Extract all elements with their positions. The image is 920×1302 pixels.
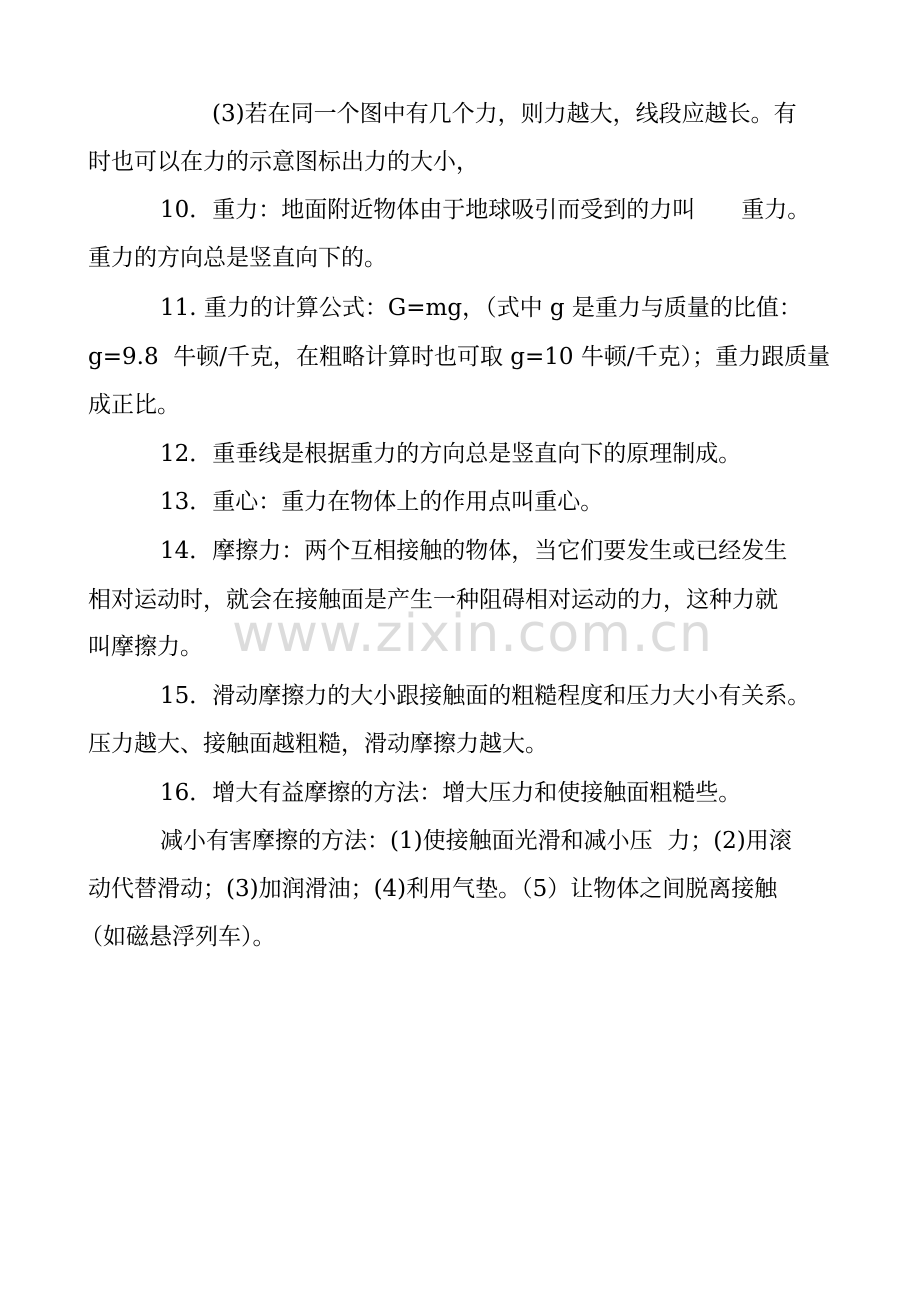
text-line: 重力的方向总是竖直向下的。 (88, 245, 387, 271)
text-line: 减小有害摩擦的方法：(1)使接触面光滑和减小压 力；(2)用滚 (160, 828, 792, 854)
text-line: g=9.8 牛顿/千克，在粗略计算时也可取 g=10 牛顿/千克）；重力跟质量 (88, 344, 831, 370)
text-line: (3)若在同一个图中有几个力，则力越大，线段应越长。有 (212, 101, 797, 127)
text-line: 压力越大、接触面越粗糙，滑动摩擦力越大。 (88, 731, 548, 757)
text-line: 16．增大有益摩擦的方法：增大压力和使接触面粗糙些。 (160, 780, 742, 806)
text-line: 时也可以在力的示意图标出力的大小， (88, 149, 479, 175)
text-line: 成正比。 (88, 392, 180, 418)
text-line: 11. 重力的计算公式：G=mg，（式中 g 是重力与质量的比值： (160, 295, 802, 321)
text-line: 15．滑动摩擦力的大小跟接触面的粗糙程度和压力大小有关系。 (160, 683, 811, 709)
watermark: www.zixin.com.cn (232, 604, 713, 664)
text-line: 叫摩擦力。 (88, 634, 203, 660)
text-line: （如磁悬浮列车）。 (80, 924, 276, 950)
text-line: 动代替滑动；(3)加润滑油；(4)利用气垫。（5）让物体之间脱离接触 (88, 876, 778, 902)
text-line: 14．摩擦力：两个互相接触的物体，当它们要发生或已经发生 (160, 538, 788, 564)
text-line: 12．重垂线是根据重力的方向总是竖直向下的原理制成。 (160, 441, 742, 467)
text-line: 13．重心：重力在物体上的作用点叫重心。 (160, 489, 604, 515)
text-line: 10．重力：地面附近物体由于地球吸引而受到的力叫 重力。 (160, 197, 811, 223)
text-line: 相对运动时，就会在接触面是产生一种阻碍相对运动的力，这种力就 (88, 587, 778, 613)
